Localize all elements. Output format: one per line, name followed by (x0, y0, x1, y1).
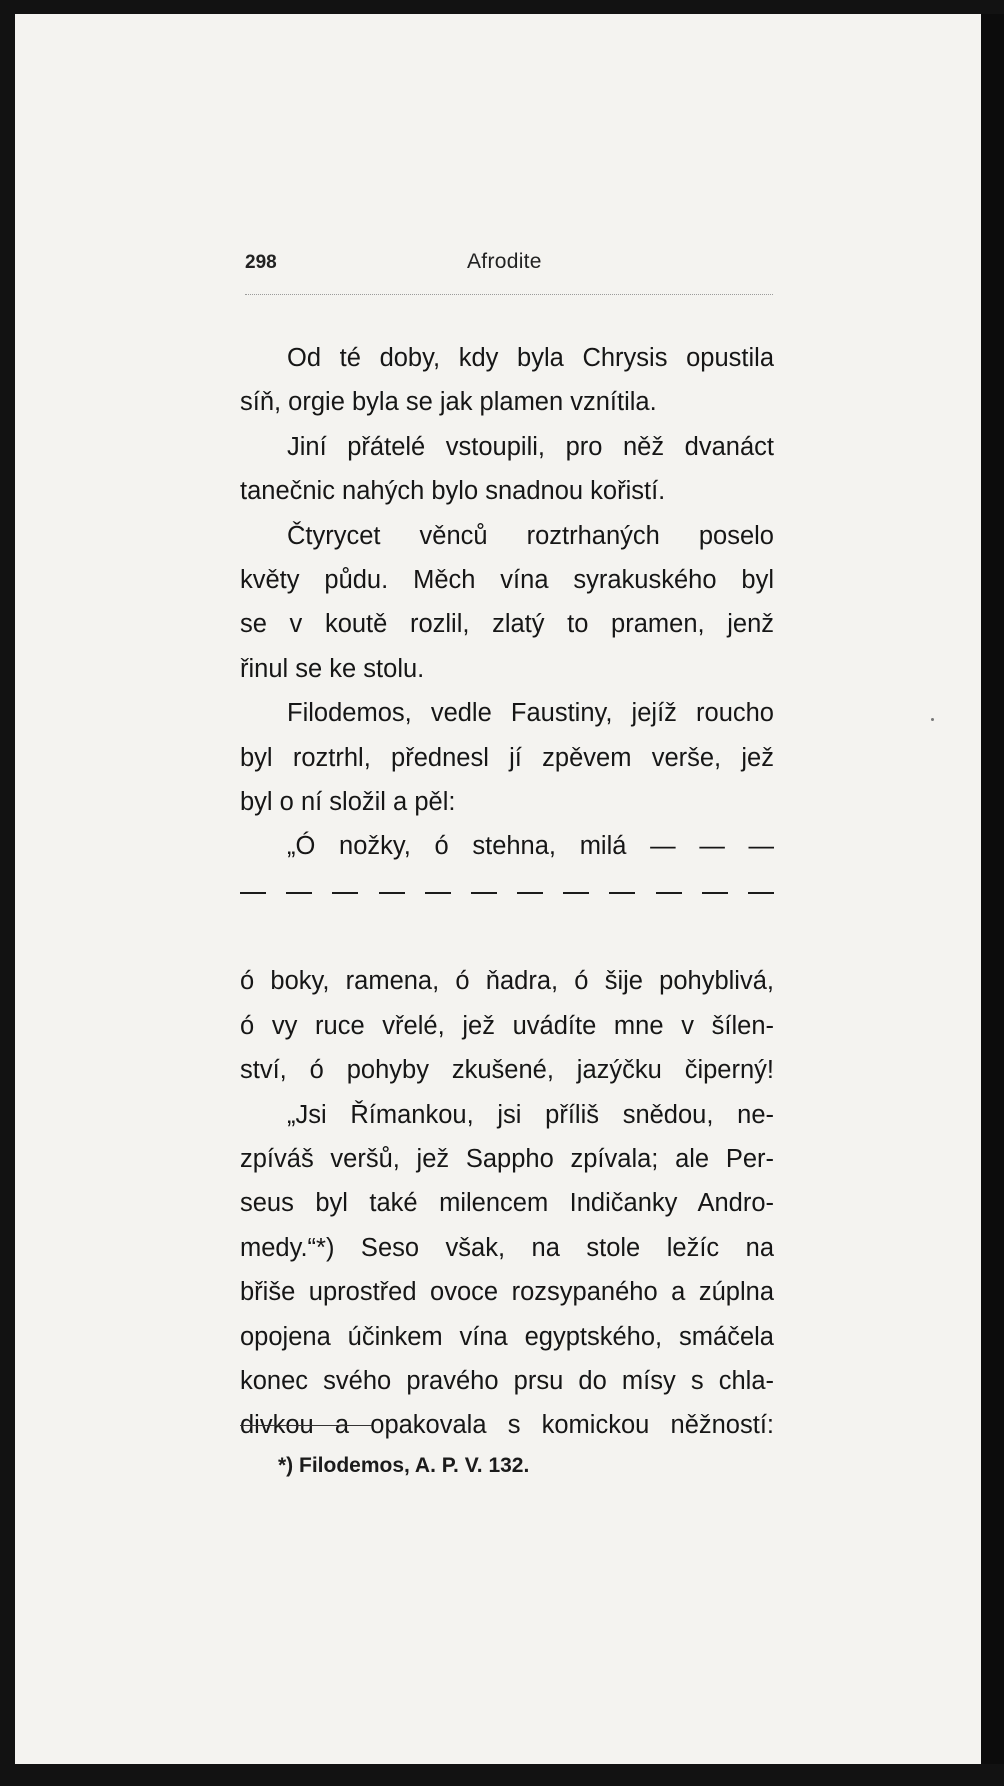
text-line: seus byl také milencem Indičanky Andro- (240, 1189, 774, 1218)
dash-mark (471, 892, 497, 894)
dash-mark (379, 892, 405, 894)
blank-line (240, 915, 774, 959)
ellipsis-dash-row (240, 869, 774, 915)
text-line: Filodemos, vedle Faustiny, jejíž roucho (287, 699, 774, 728)
header-rule (245, 294, 773, 295)
page-edge-shadow (981, 14, 1004, 1764)
text-line: zpíváš veršů, jež Sappho zpívala; ale Per- (240, 1145, 774, 1174)
text-line: ství, ó pohyby zkušené, jazýčku čiperný! (240, 1056, 774, 1085)
text-line: divkou a opakovala s komickou něžností: (240, 1411, 774, 1440)
dash-mark (332, 892, 358, 894)
text-line: medy.“*) Seso však, na stole ležíc na (240, 1233, 774, 1262)
text-line: ó vy ruce vřelé, jež uvádíte mne v šílen- (240, 1011, 774, 1040)
text-line: řinul se ke stolu. (240, 654, 425, 683)
text-line: byl o ní složil a pěl: (240, 787, 456, 816)
body-text (240, 336, 774, 1448)
text-line: se v koutě rozlil, zlatý to pramen, jenž (240, 610, 774, 639)
text-line: byl roztrhl, přednesl jí zpěvem verše, jež (240, 743, 774, 772)
footnote: *) Filodemos, A. P. V. 132. (278, 1454, 530, 1477)
text-line: tanečnic nahých bylo snadnou kořistí. (240, 477, 666, 506)
footnote-rule (240, 1425, 372, 1426)
dash-mark (240, 892, 266, 894)
dash-mark (702, 892, 728, 894)
scan-speck (931, 718, 934, 721)
dash-mark (748, 892, 774, 894)
text-line: břiše uprostřed ovoce rozsypaného a zúplna (240, 1278, 774, 1307)
text-line: síň, orgie byla se jak plamen vznítila. (240, 388, 657, 417)
text-line: ó boky, ramena, ó ňadra, ó šije pohyblivá, (240, 967, 774, 996)
page-header (245, 250, 773, 280)
text-line: konec svého pravého prsu do mísy s chla- (240, 1366, 774, 1395)
dash-mark (517, 892, 543, 894)
text-line: Od té doby, kdy byla Chrysis opustila (287, 344, 774, 372)
dash-mark (563, 892, 589, 894)
running-title: Afrodite (467, 250, 542, 273)
text-line: Jiní přátelé vstoupili, pro něž dvanáct (287, 432, 774, 461)
text-line: „Ó nožky, ó stehna, milá — — — (287, 832, 774, 861)
dash-mark (425, 892, 451, 894)
dash-mark (609, 892, 635, 894)
text-line: opojena účinkem vína egyptského, smáčela (240, 1322, 774, 1351)
text-line: „Jsi Římankou, jsi příliš snědou, ne- (287, 1100, 774, 1129)
page-number: 298 (245, 252, 277, 273)
text-line: Čtyrycet věnců roztrhaných poselo (287, 521, 774, 550)
dash-mark (286, 892, 312, 894)
dash-mark (656, 892, 682, 894)
text-line: květy půdu. Měch vína syrakuského byl (240, 565, 774, 594)
